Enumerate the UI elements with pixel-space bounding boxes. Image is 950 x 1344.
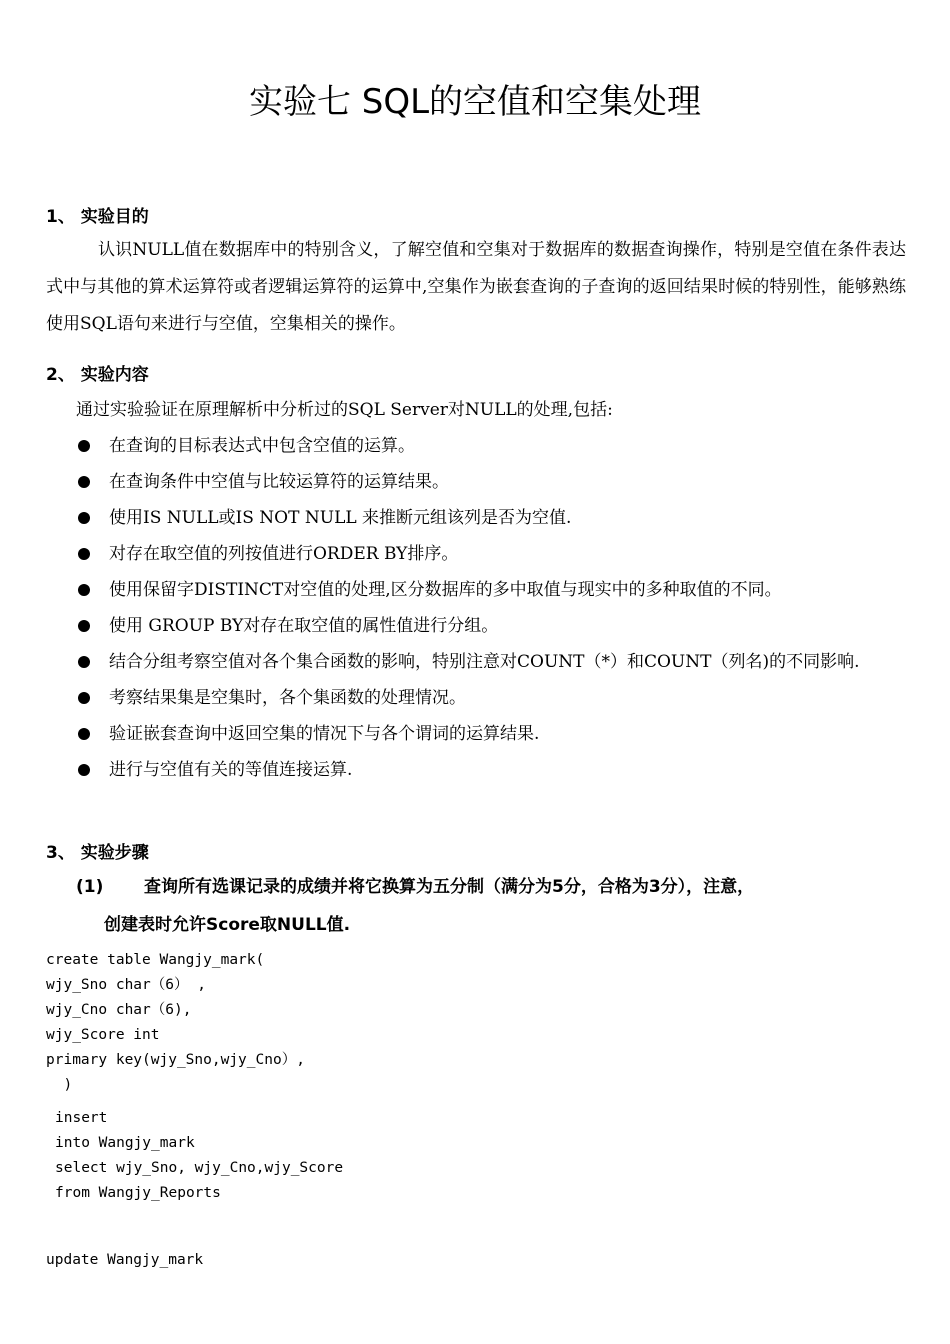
bullet-icon	[78, 512, 90, 524]
bullet-icon	[78, 728, 90, 740]
list-item: 对存在取空值的列按值进行ORDER BY排序。	[76, 536, 910, 572]
list-item: 使用IS NULL或IS NOT NULL 来推断元组该列是否为空值.	[76, 500, 910, 536]
list-item: 使用保留字DISTINCT对空值的处理,区分数据库的多中取值与现实中的多种取值的不同。	[76, 572, 910, 608]
list-item: 在查询的目标表达式中包含空值的运算。	[76, 428, 910, 464]
section-2-heading: 2、 实验内容	[46, 365, 149, 385]
step-1	[76, 868, 922, 944]
bullet-icon	[78, 440, 90, 452]
bullet-icon	[78, 620, 90, 632]
list-item: 考察结果集是空集时，各个集函数的处理情况。	[76, 680, 910, 716]
code-insert: insert into Wangjy_mark select wjy_Sno, wjy_Cno,wjy_Score from Wangjy_Reports	[55, 1110, 344, 1201]
code-create-table: create table Wangjy_mark( wjy_Sno char（6） , wjy_Cno char（6), wjy_Score int primary key(wjy_Sno,wjy_Cno）, )	[46, 952, 305, 1093]
step-1-number: (1)	[76, 877, 104, 897]
page-title: 实验七 SQL的空值和空集处理	[248, 82, 702, 122]
list-item: 结合分组考察空值对各个集合函数的影响，特别注意对COUNT（*）和COUNT（列名)的不同影响.	[76, 644, 910, 680]
bullet-icon	[78, 476, 90, 488]
step-1-line-2: 创建表时允许Score取NULL值.	[104, 915, 351, 935]
list-item: 在查询条件中空值与比较运算符的运算结果。	[76, 464, 910, 500]
code-update: update Wangjy_mark	[46, 1252, 204, 1268]
section-2-intro: 通过实验验证在原理解析中分析过的SQL Server对NULL的处理,包括:	[76, 400, 613, 420]
bullet-icon	[78, 692, 90, 704]
bullet-icon	[78, 656, 90, 668]
list-item: 使用 GROUP BY对存在取空值的属性值进行分组。	[76, 608, 910, 644]
section-1-body: 认识NULL值在数据库中的特别含义，了解空值和空集对于数据库的数据查询操作，特别是空值在条件表达式中与其他的算术运算符或者逻辑运算符的运算中,空集作为嵌套查询的子查询的返回结果时候的特别性，能够熟练使用SQL语句来进行与空值，空集相关的操作。	[46, 240, 906, 334]
bullet-icon	[78, 584, 90, 596]
bullet-icon	[78, 764, 90, 776]
bullet-icon	[78, 548, 90, 560]
section-3-heading: 3、 实验步骤	[46, 843, 149, 863]
section-1-heading: 1、 实验目的	[46, 207, 149, 227]
content-bullet-list	[76, 428, 910, 788]
step-1-line-1: 查询所有选课记录的成绩并将它换算为五分制（满分为5分，合格为3分），注意，	[144, 877, 755, 897]
list-item: 验证嵌套查询中返回空集的情况下与各个谓词的运算结果.	[76, 716, 910, 752]
list-item: 进行与空值有关的等值连接运算.	[76, 752, 910, 788]
